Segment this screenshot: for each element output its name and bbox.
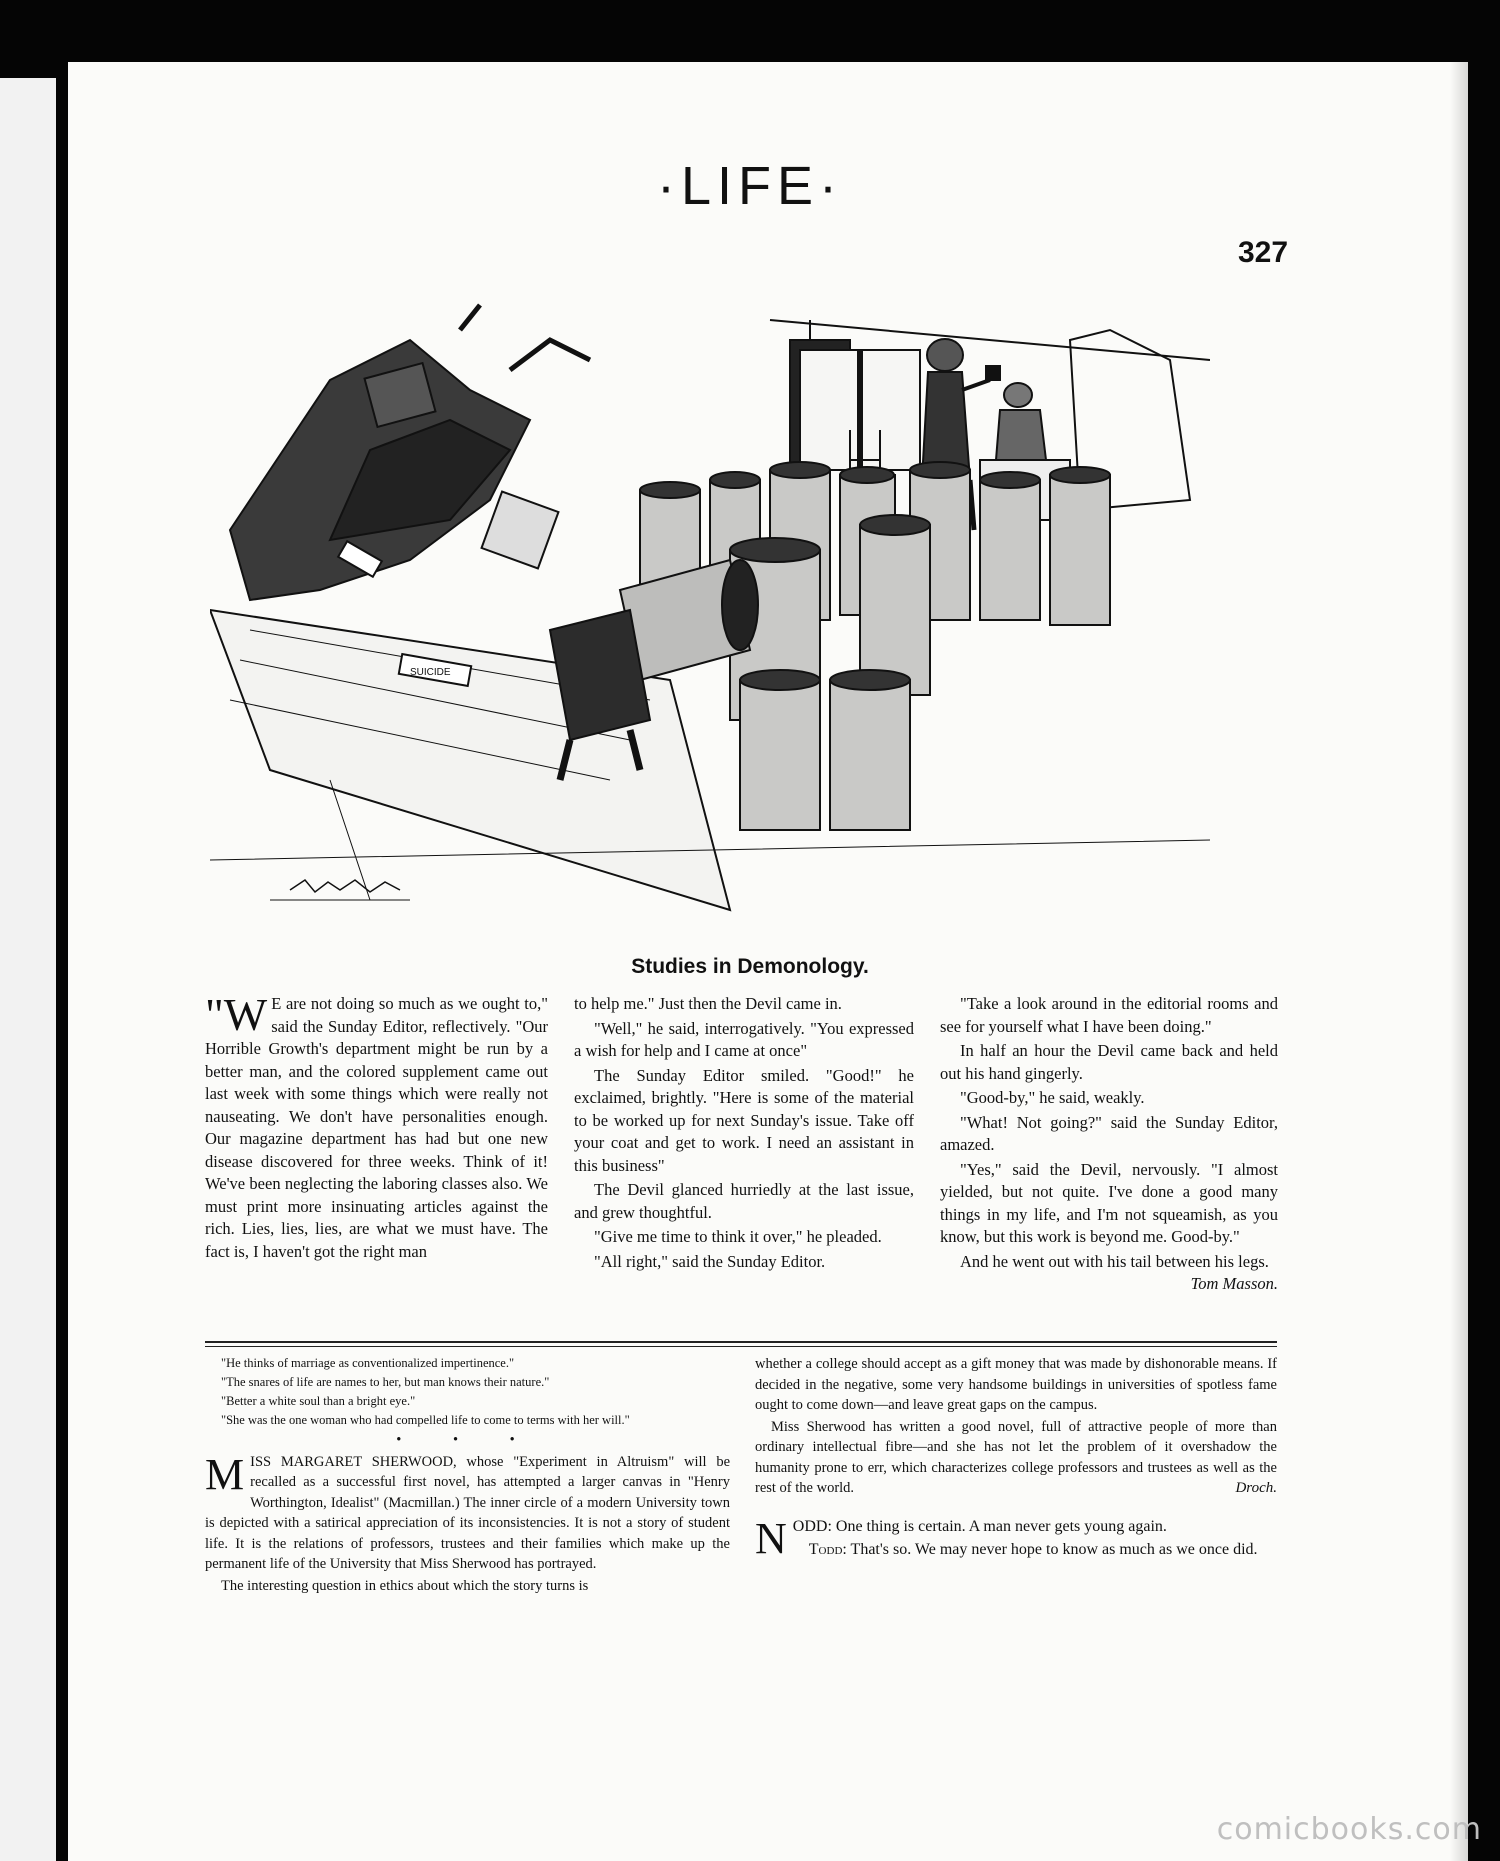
section-divider [205, 1341, 1277, 1343]
drop-cap: "W [205, 989, 268, 1040]
quote-line: "She was the one woman who had compelled life to come to terms with her will." [221, 1413, 630, 1427]
article-paragraph: The Sunday Editor smiled. "Good!" he exclaimed, brightly. "Here is some of the material to be worked up for next Sunday's issue. Take off your coat and get to work. I need an assistant in this business" [574, 1065, 914, 1175]
article-paragraph: "Take a look around in the editorial rooms and see for yourself what I have been doing." [940, 994, 1278, 1036]
article-title: Studies in Demonology. [631, 955, 869, 978]
article-column-1 [205, 989, 548, 1265]
section-divider-thin [205, 1346, 1277, 1347]
review-paragraph: ISS MARGARET SHERWOOD, whose "Experiment in Altruism" will be recalled as a successful first novel, has attempted a larger canvas in "Henry Worthington, Idealist" (Macmillan.) The inner circle of a modern University town is depicted with a satirical appreciation of its inconsistencies. It is not a story of student life. It is the relations of professors, trustees and their families which make up the permanent life of the University that Miss Sherwood has portrayed. [205, 1453, 730, 1572]
article-paragraph: to help me." Just then the Devil came in. [574, 994, 842, 1013]
article-paragraph: The Devil glanced hurriedly at the last issue, and grew thoughtful. [574, 1180, 914, 1222]
article-paragraph: "Yes," said the Devil, nervously. "I almost yielded, but not quite. I've done a good many things in my life, and I'm not squeamish, as you know, but this work is beyond me. Good-by." [940, 1159, 1278, 1246]
joke-speaker: ODD [792, 1517, 828, 1535]
svg-text:SUICIDE: SUICIDE [410, 667, 451, 678]
article-column-2 [574, 993, 914, 1275]
joke-line: : That's so. We may never hope to know as much as we once did. [842, 1540, 1258, 1558]
article-paragraph: And he went out with his tail between his legs. [960, 1251, 1269, 1271]
cartoon-illustration [210, 300, 1210, 920]
review-column-left [205, 1354, 730, 1597]
drop-cap: M [205, 1449, 245, 1499]
article-paragraph: "Good-by," he said, weakly. [960, 1088, 1145, 1107]
review-column-right [755, 1354, 1277, 1562]
quote-line: "Better a white soul than a bright eye." [221, 1394, 416, 1408]
author-signature: Tom Masson. [1190, 1274, 1278, 1293]
review-paragraph: The interesting question in ethics about which the story turns is [221, 1577, 589, 1594]
separator-bullets: • • • [396, 1432, 539, 1448]
page-number: 327 [1238, 236, 1289, 269]
article-paragraph: E are not doing so much as we ought to," said the Sunday Editor, reflectively. "Our Horrible Growth's department might be run by a better man, and the colored supplement came out last week with some things which were really not nauseating. We don't have personalities enough. Our magazine department has had but one new disease discovered for three weeks. Think of it! We've been neglecting the laboring classes also. We must print more insinuating articles against the rich. Lies, lies, lies, are what we must have. The fact is, I haven't got the right man [205, 994, 548, 1261]
article-column-3 [940, 993, 1278, 1296]
quote-line: "He thinks of marriage as conventionalized impertinence." [221, 1356, 515, 1370]
article-paragraph: "All right," said the Sunday Editor. [594, 1251, 826, 1271]
review-signature: Droch. [1235, 1480, 1277, 1496]
article-paragraph: "Give me time to think it over," he pleaded. [594, 1227, 882, 1246]
quote-line: "The snares of life are names to her, but man knows their nature." [221, 1375, 550, 1389]
review-paragraph: Miss Sherwood has written a good novel, full of attractive people of more than ordinary intellectual fibre—and she has not let the problem of it overshadow the humanity prone to err, which characterizes college professors and trustees as well as the rest of the world. [755, 1418, 1277, 1496]
drop-cap: N [755, 1513, 787, 1563]
article-paragraph: "Well," he said, interrogatively. "You expressed a wish for help and I came at once" [574, 1018, 914, 1060]
watermark: comicbooks.com [1216, 1812, 1482, 1847]
article-paragraph: In half an hour the Devil came back and held out his hand gingerly. [940, 1041, 1278, 1083]
joke-speaker: Todd [808, 1540, 843, 1558]
masthead: ·LIFE· [656, 156, 843, 216]
review-paragraph: whether a college should accept as a gift money that was made by dishonorable means. If decided in the negative, some very handsome buildings in universities of spotless fame ought to come down—and leave great gaps on the campus. [755, 1356, 1277, 1413]
joke-line: : One thing is certain. A man never gets young again. [827, 1517, 1167, 1535]
article-paragraph: "What! Not going?" said the Sunday Editor, amazed. [940, 1112, 1278, 1154]
